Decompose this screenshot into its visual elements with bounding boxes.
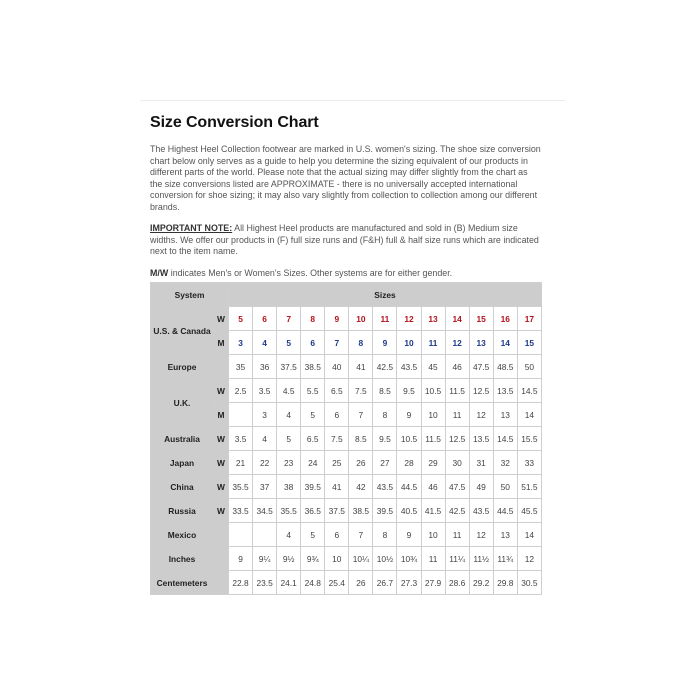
size-value-cell: 47.5 (469, 355, 493, 379)
size-value-cell: 16 (493, 307, 517, 331)
size-value-cell: 15 (469, 307, 493, 331)
size-value-cell: 11 (445, 403, 469, 427)
size-value-cell: 25.4 (325, 571, 349, 595)
size-value-cell: 22 (253, 451, 277, 475)
table-row (151, 379, 542, 403)
sizes-header: Sizes (229, 283, 542, 307)
important-label: IMPORTANT NOTE: (150, 223, 233, 233)
size-value-cell: 44.5 (493, 499, 517, 523)
size-value-cell: 8 (373, 523, 397, 547)
size-value-cell: 11¼ (445, 547, 469, 571)
table-row (151, 355, 542, 379)
size-value-cell: 48.5 (493, 355, 517, 379)
system-name-cell: Japan (151, 451, 214, 475)
size-value-cell: 9¼ (253, 547, 277, 571)
size-value-cell: 17 (517, 307, 541, 331)
size-value-cell: 14.5 (493, 427, 517, 451)
size-value-cell: 8.5 (373, 379, 397, 403)
table-row (151, 475, 542, 499)
size-value-cell: 13.5 (469, 427, 493, 451)
size-value-cell: 7.5 (349, 379, 373, 403)
gender-cell: W (214, 499, 229, 523)
size-value-cell: 13 (493, 403, 517, 427)
size-value-cell: 10½ (373, 547, 397, 571)
size-conversion-table (150, 282, 542, 595)
size-value-cell: 33 (517, 451, 541, 475)
system-name-cell: Europe (151, 355, 214, 379)
size-value-cell: 27 (373, 451, 397, 475)
size-value-cell: 12 (445, 331, 469, 355)
size-value-cell: 43.5 (469, 499, 493, 523)
size-value-cell: 13 (421, 307, 445, 331)
size-value-cell: 42 (349, 475, 373, 499)
size-value-cell: 7 (349, 523, 373, 547)
system-name-cell: U.K. (151, 379, 214, 427)
size-value-cell: 22.8 (229, 571, 253, 595)
size-value-cell: 13 (469, 331, 493, 355)
size-value-cell: 33.5 (229, 499, 253, 523)
mw-label: M/W (150, 267, 169, 278)
size-value-cell: 9.5 (397, 379, 421, 403)
size-value-cell (253, 523, 277, 547)
size-value-cell: 10.5 (421, 379, 445, 403)
size-value-cell: 4 (277, 403, 301, 427)
size-value-cell: 12 (469, 523, 493, 547)
size-value-cell: 31 (469, 451, 493, 475)
gender-cell (214, 547, 229, 571)
size-value-cell: 5 (277, 331, 301, 355)
size-value-cell: 10 (421, 523, 445, 547)
size-value-cell: 27.9 (421, 571, 445, 595)
gender-cell: W (214, 475, 229, 499)
size-value-cell: 35 (229, 355, 253, 379)
size-value-cell: 46 (445, 355, 469, 379)
size-value-cell: 7.5 (325, 427, 349, 451)
size-value-cell: 3 (229, 331, 253, 355)
size-value-cell: 29.2 (469, 571, 493, 595)
size-value-cell: 28.6 (445, 571, 469, 595)
table-row (151, 451, 542, 475)
important-text: All Highest Heel products are manufactured and sold in (B) Medium size widths. We offer our products in (F) full size runs and (F&H) full & half size runs which are indicated next to the item name. (150, 223, 539, 256)
size-value-cell: 34.5 (253, 499, 277, 523)
size-value-cell: 3.5 (253, 379, 277, 403)
size-value-cell: 6 (325, 403, 349, 427)
size-value-cell: 6 (253, 307, 277, 331)
system-name-cell: Australia (151, 427, 214, 451)
size-value-cell: 29 (421, 451, 445, 475)
system-name-cell: U.S. & Canada (151, 307, 214, 355)
size-chart-content (150, 114, 542, 595)
size-value-cell: 8 (301, 307, 325, 331)
size-value-cell: 40.5 (397, 499, 421, 523)
size-value-cell: 3 (253, 403, 277, 427)
size-value-cell: 24.8 (301, 571, 325, 595)
size-value-cell: 46 (421, 475, 445, 499)
gender-cell (214, 571, 229, 595)
gender-cell (214, 523, 229, 547)
system-name-cell: Centemeters (151, 571, 214, 595)
system-name-cell: China (151, 475, 214, 499)
size-value-cell: 32 (493, 451, 517, 475)
size-value-cell: 43.5 (397, 355, 421, 379)
gender-cell: W (214, 307, 229, 331)
size-value-cell: 41.5 (421, 499, 445, 523)
size-value-cell: 42.5 (373, 355, 397, 379)
size-value-cell: 9½ (277, 547, 301, 571)
gender-cell: W (214, 379, 229, 403)
size-value-cell: 4.5 (277, 379, 301, 403)
size-value-cell: 7 (325, 331, 349, 355)
size-value-cell: 11 (421, 547, 445, 571)
size-value-cell: 40 (325, 355, 349, 379)
size-value-cell: 9 (397, 523, 421, 547)
gender-cell: W (214, 451, 229, 475)
size-value-cell: 8 (349, 331, 373, 355)
important-note (150, 223, 542, 258)
size-value-cell: 5 (301, 523, 325, 547)
size-value-cell: 11 (445, 523, 469, 547)
size-value-cell: 38.5 (301, 355, 325, 379)
size-value-cell: 50 (493, 475, 517, 499)
system-name-cell: Mexico (151, 523, 214, 547)
mw-text: indicates Men's or Women's Sizes. Other systems are for either gender. (168, 267, 453, 278)
size-value-cell: 25 (325, 451, 349, 475)
size-value-cell: 12 (397, 307, 421, 331)
size-value-cell: 29.8 (493, 571, 517, 595)
size-value-cell: 11.5 (421, 427, 445, 451)
size-value-cell: 7 (349, 403, 373, 427)
size-value-cell: 37 (253, 475, 277, 499)
table-row (151, 427, 542, 451)
size-value-cell: 8.5 (349, 427, 373, 451)
size-value-cell: 47.5 (445, 475, 469, 499)
size-value-cell: 12 (469, 403, 493, 427)
size-value-cell: 15.5 (517, 427, 541, 451)
gender-cell: M (214, 331, 229, 355)
size-value-cell (229, 403, 253, 427)
size-value-cell: 10 (349, 307, 373, 331)
size-value-cell: 21 (229, 451, 253, 475)
table-row (151, 571, 542, 595)
size-value-cell: 8 (373, 403, 397, 427)
size-value-cell: 26 (349, 571, 373, 595)
size-value-cell: 14 (517, 523, 541, 547)
gender-cell: M (214, 403, 229, 427)
size-value-cell (229, 523, 253, 547)
intro-paragraph: The Highest Heel Collection footwear are marked in U.S. women's sizing. The shoe size conversion chart below only serves as a guide to help you determine the sizing equivalent of our products in different parts of the world. Please note that the actual sizing may differ slightly from the chart as the size conversions listed are APPROXIMATE - there is no universally accepted international conversion for shoe sizing; it may also vary slightly from collection to collection among our different brands. (150, 144, 541, 212)
size-value-cell: 15 (517, 331, 541, 355)
size-value-cell: 12 (517, 547, 541, 571)
size-value-cell: 11¾ (493, 547, 517, 571)
size-value-cell: 10 (325, 547, 349, 571)
size-value-cell: 30 (445, 451, 469, 475)
system-header: System (151, 283, 229, 307)
size-value-cell: 9.5 (373, 427, 397, 451)
size-value-cell: 5.5 (301, 379, 325, 403)
size-value-cell: 4 (277, 523, 301, 547)
size-value-cell: 9 (373, 331, 397, 355)
size-value-cell: 5 (301, 403, 325, 427)
size-value-cell: 28 (397, 451, 421, 475)
size-value-cell: 35.5 (229, 475, 253, 499)
system-name-cell: Inches (151, 547, 214, 571)
size-value-cell: 24 (301, 451, 325, 475)
size-value-cell: 45 (421, 355, 445, 379)
size-value-cell: 37.5 (277, 355, 301, 379)
size-value-cell: 42.5 (445, 499, 469, 523)
size-value-cell: 39.5 (301, 475, 325, 499)
table-body (151, 307, 542, 595)
size-value-cell: 5 (277, 427, 301, 451)
size-value-cell: 26 (349, 451, 373, 475)
mw-note (150, 268, 542, 280)
size-value-cell: 14 (517, 403, 541, 427)
size-value-cell: 11.5 (445, 379, 469, 403)
size-value-cell: 10.5 (397, 427, 421, 451)
size-value-cell: 38.5 (349, 499, 373, 523)
size-value-cell: 39.5 (373, 499, 397, 523)
size-value-cell: 37.5 (325, 499, 349, 523)
size-value-cell: 24.1 (277, 571, 301, 595)
size-value-cell: 9¾ (301, 547, 325, 571)
size-value-cell: 12.5 (445, 427, 469, 451)
size-value-cell: 13 (493, 523, 517, 547)
size-value-cell: 9 (397, 403, 421, 427)
top-divider (140, 100, 565, 101)
size-value-cell: 2.5 (229, 379, 253, 403)
page-title: Size Conversion Chart (150, 114, 319, 131)
system-name-cell: Russia (151, 499, 214, 523)
size-value-cell: 38 (277, 475, 301, 499)
size-value-cell: 36.5 (301, 499, 325, 523)
size-value-cell: 11 (421, 331, 445, 355)
gender-cell (214, 355, 229, 379)
size-value-cell: 6 (325, 523, 349, 547)
size-value-cell: 3.5 (229, 427, 253, 451)
size-value-cell: 6.5 (325, 379, 349, 403)
gender-cell: W (214, 427, 229, 451)
size-value-cell: 5 (229, 307, 253, 331)
size-value-cell: 7 (277, 307, 301, 331)
size-value-cell: 14.5 (517, 379, 541, 403)
size-value-cell: 27.3 (397, 571, 421, 595)
size-value-cell: 6.5 (301, 427, 325, 451)
size-value-cell: 49 (469, 475, 493, 499)
size-value-cell: 35.5 (277, 499, 301, 523)
size-value-cell: 50 (517, 355, 541, 379)
size-value-cell: 43.5 (373, 475, 397, 499)
size-value-cell: 10¼ (349, 547, 373, 571)
size-value-cell: 10 (397, 331, 421, 355)
size-value-cell: 9 (325, 307, 349, 331)
size-value-cell: 30.5 (517, 571, 541, 595)
size-value-cell: 26.7 (373, 571, 397, 595)
size-value-cell: 14 (493, 331, 517, 355)
size-value-cell: 36 (253, 355, 277, 379)
size-value-cell: 13.5 (493, 379, 517, 403)
size-value-cell: 45.5 (517, 499, 541, 523)
size-value-cell: 23.5 (253, 571, 277, 595)
size-value-cell: 10 (421, 403, 445, 427)
size-value-cell: 51.5 (517, 475, 541, 499)
size-value-cell: 41 (325, 475, 349, 499)
table-row (151, 547, 542, 571)
table-row (151, 499, 542, 523)
size-value-cell: 12.5 (469, 379, 493, 403)
size-value-cell: 44.5 (397, 475, 421, 499)
size-value-cell: 4 (253, 331, 277, 355)
size-value-cell: 9 (229, 547, 253, 571)
size-value-cell: 41 (349, 355, 373, 379)
table-row (151, 307, 542, 331)
size-value-cell: 14 (445, 307, 469, 331)
size-value-cell: 11 (373, 307, 397, 331)
size-value-cell: 6 (301, 331, 325, 355)
table-header-row (151, 283, 542, 307)
size-value-cell: 10¾ (397, 547, 421, 571)
table-row (151, 523, 542, 547)
size-value-cell: 4 (253, 427, 277, 451)
size-value-cell: 23 (277, 451, 301, 475)
size-value-cell: 11½ (469, 547, 493, 571)
